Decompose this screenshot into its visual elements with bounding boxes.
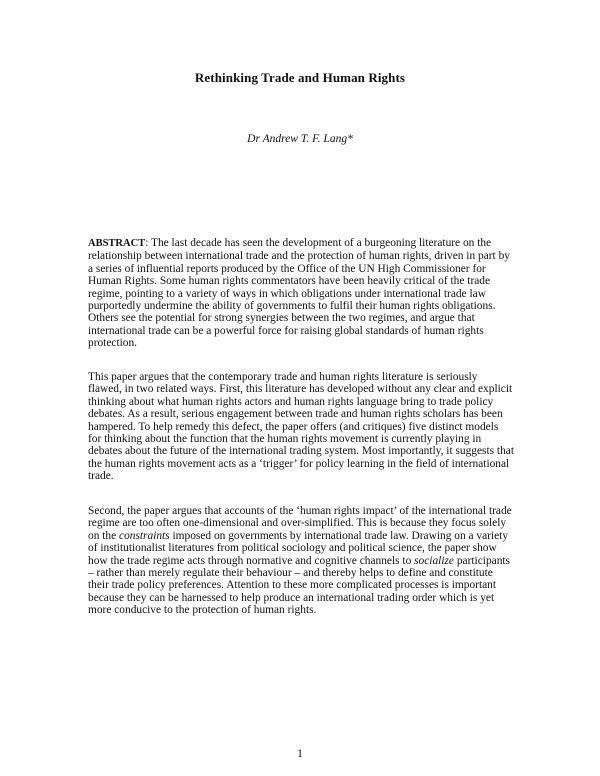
- abstract-label: ABSTRACT: [88, 238, 146, 249]
- abstract-text: : The last decade has seen the development of a burgeoning literature on the relationship between international trade and the protection of human rights, driven in part by a series of influential reports produced by the Office of the UN High Commissioner for Human Rights. Some human rights commentators have been heavily critical of the trade regime, pointing to a variety of ways in which obligations under international trade law purportedly undermine the ability of governments to fulfil their human rights obligations. Others see the potential for strong synergies between the two regimes, and argue that international trade can be a powerful force for raising global standards of human rights protection.: [88, 237, 510, 350]
- abstract-paragraph: [88, 237, 514, 350]
- paragraph-3-emphasis-constraints: constraints: [119, 529, 170, 542]
- paper-title: Rethinking Trade and Human Rights: [194, 70, 406, 85]
- paper-author: Dr Andrew T. F. Lang*: [247, 133, 353, 145]
- paragraph-3-emphasis-socialize: socialize: [414, 554, 454, 567]
- body-paragraph-3: [88, 505, 514, 617]
- page-number: 1: [297, 746, 303, 760]
- paragraph-3-text-3: participants – rather than merely regulate their behaviour – and thereby helps to define and constitute their trade policy preferences. Attention to these more complicated processes is important because they can be harnessed to help produce an international trading order which is yet more conducive to the protection of human rights.: [88, 554, 510, 617]
- body-paragraph-2: This paper argues that the contemporary trade and human rights literature is seriously flawed, in two related ways. First, this literature has developed without any clear and explicit thinking about what human rights actors and human rights language bring to trade policy debates. As a result, serious engagement between trade and human rights scholars has been hampered. To help remedy this defect, the paper offers (and critiques) five distinct models for thinking about the function that the human rights movement is currently playing in debates about the future of the international trading system. Most importantly, it suggests that the human rights movement acts as a ‘trigger’ for policy learning in the field of international trade.: [88, 371, 515, 483]
- paragraph-3-text-2: imposed on governments by international trade law. Drawing on a variety of institutionalist literatures from political sociology and political science, the paper show how the trade regime acts through normative and cognitive channels to: [88, 529, 509, 567]
- paragraph-3-text-1: Second, the paper argues that accounts of the ‘human rights impact’ of the international trade regime are too often one-dimensional and over-simplified. This is because they focus solely on the: [88, 505, 512, 542]
